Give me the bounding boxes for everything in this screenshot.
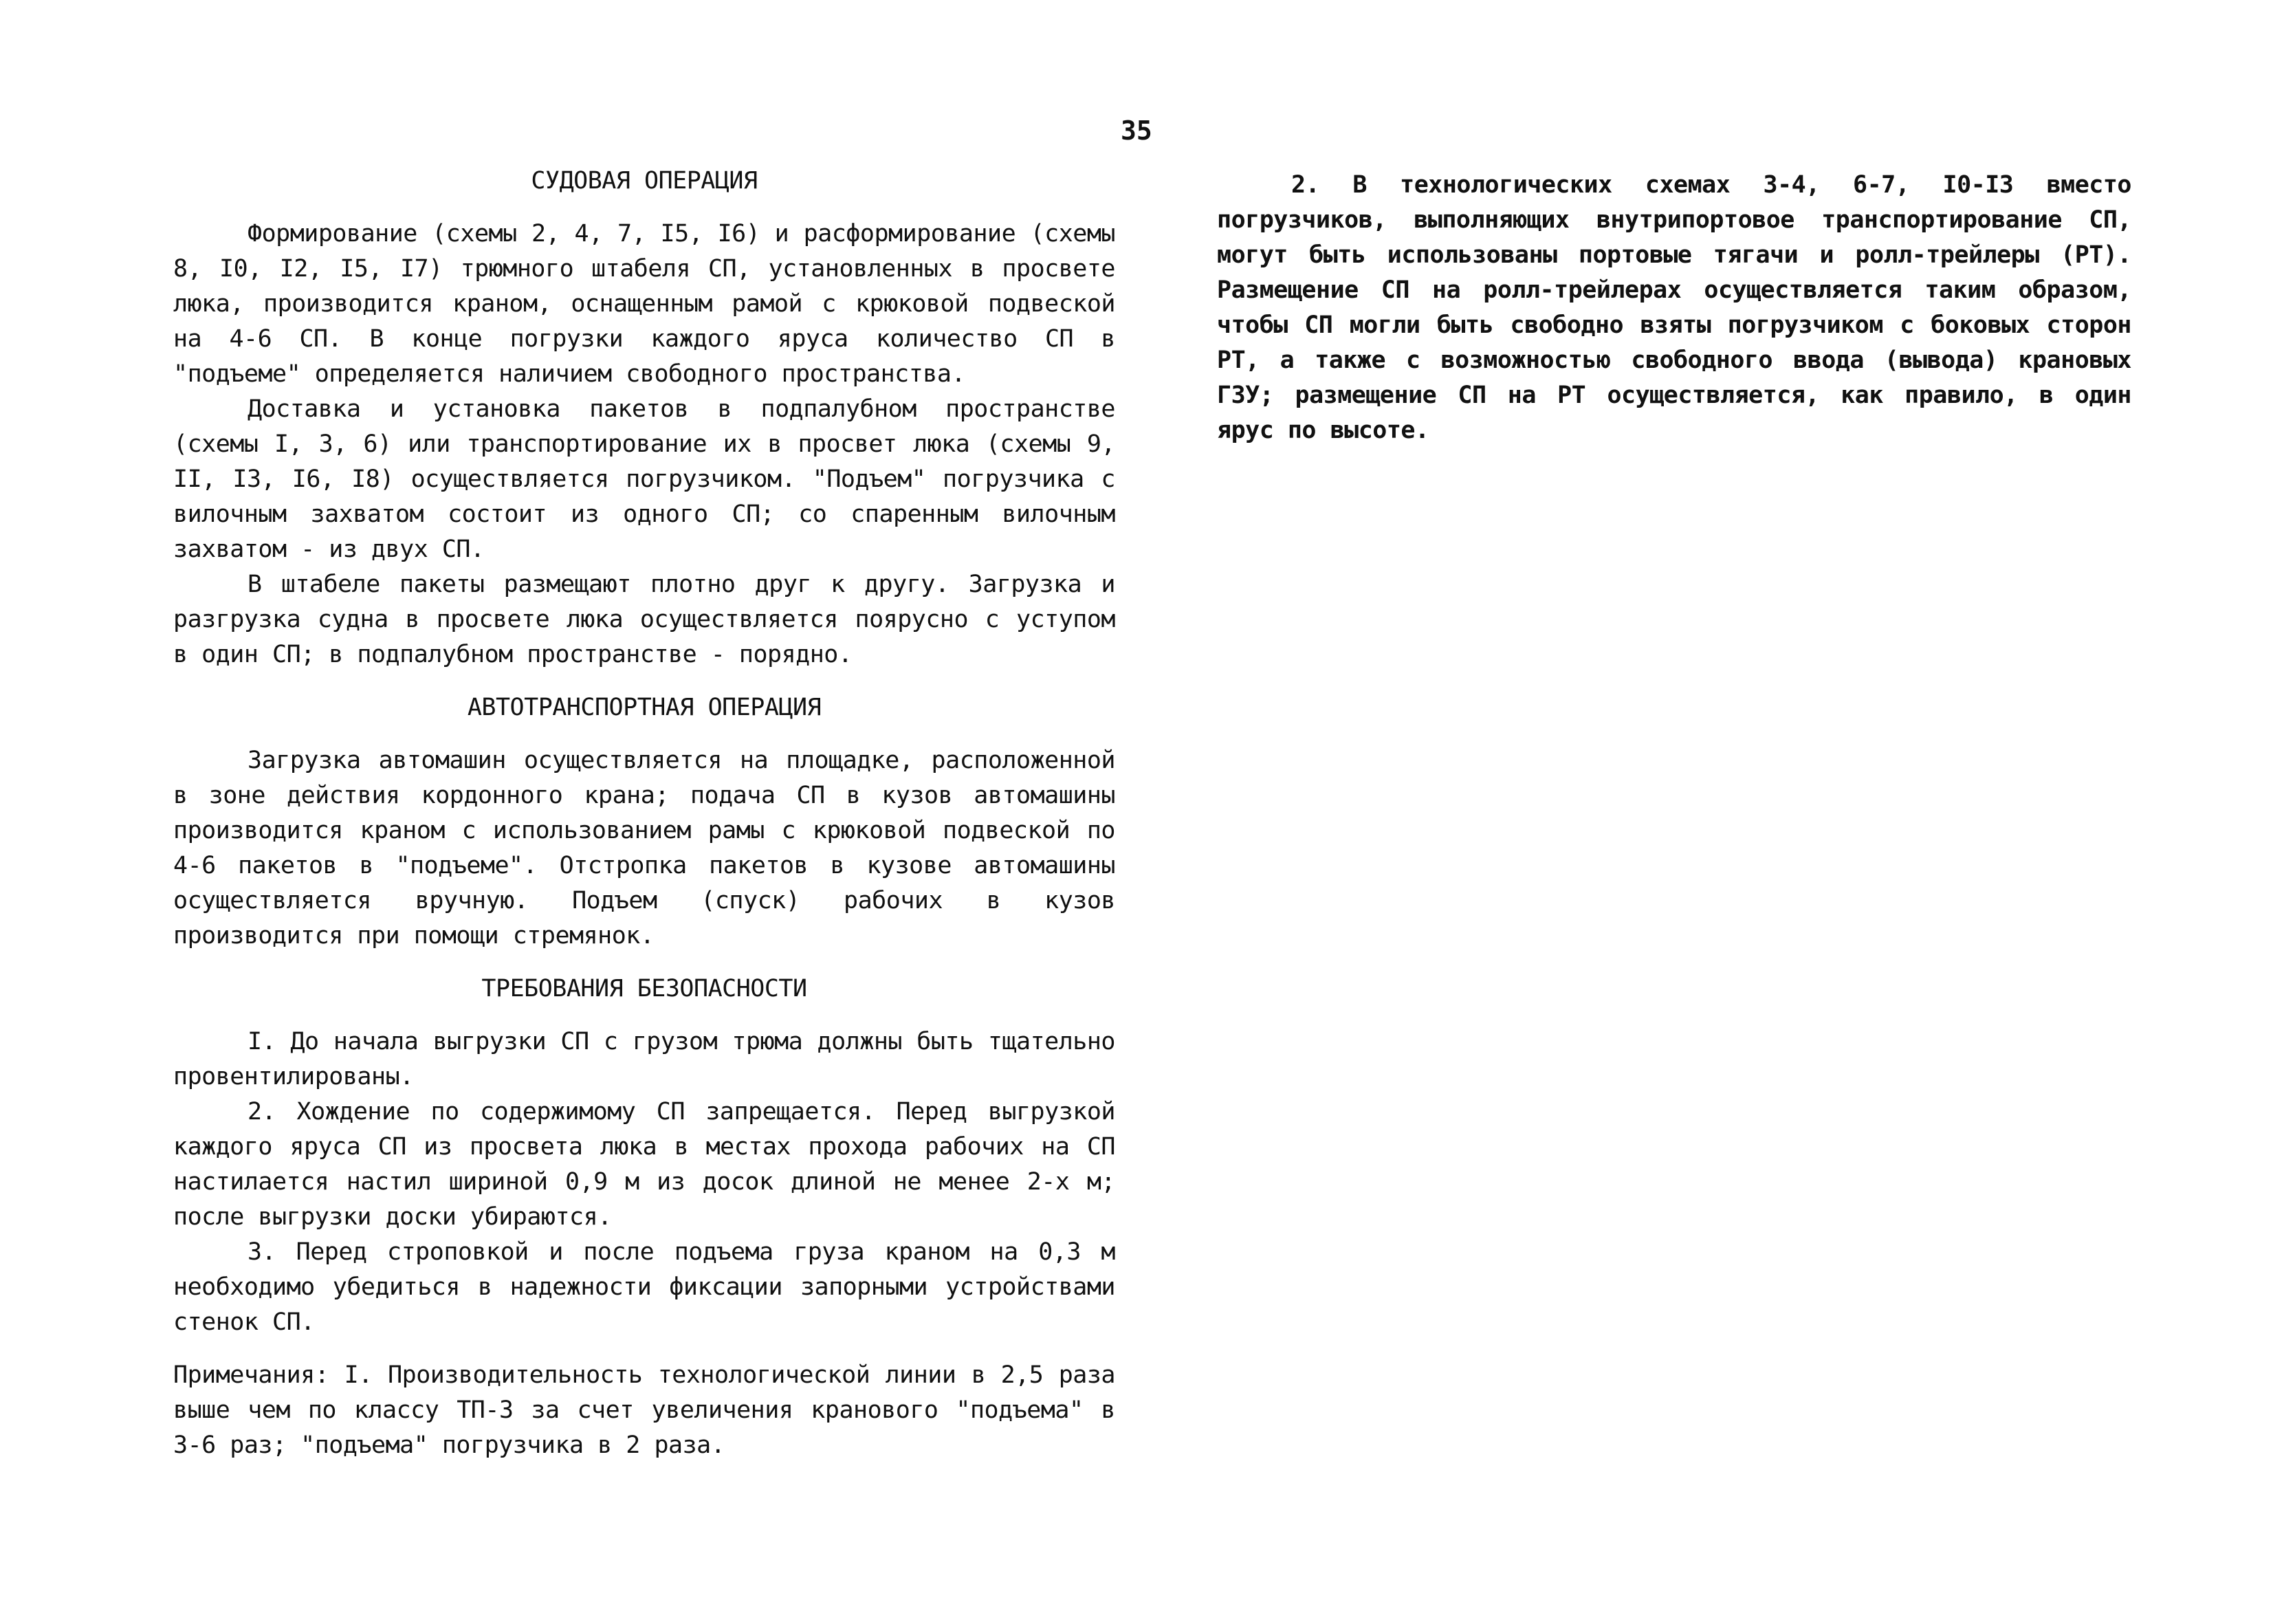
paragraph: 3. Перед строповкой и после подъема груза краном на 0,3 м необходимо убедиться в надежности фиксации запорными устройствами стенок СП. xyxy=(173,1238,1115,1336)
paragraph: Загрузка автомашин осуществляется на площадке, расположенной в зоне действия кордонного крана; подача СП в кузов автомашины производится краном с использованием рамы с крюковой подвеской по 4-6 пакетов в "подъеме". Отстропка пакетов в кузове автомашины осуществляется вручную. Подъем (спуск) рабочих в кузов производится при помощи стремянок. xyxy=(173,747,1115,950)
paragraph: Формирование (схемы 2, 4, 7, I5, I6) и расформирование (схемы 8, I0, I2, I5, I7) трюмного штабеля СП, установленных в просвете люка, производится краном, оснащенным рамой с крюковой подвеской на 4-6 СП. В конце погрузки каждого яруса количество СП в "подъеме" определяется наличием свободного пространства. xyxy=(173,220,1115,388)
notes-paragraph: Примечания: I. Производительность технологической линии в 2,5 раза выше чем по классу ТП-3 за счет увеличения кранового "подъема" в 3-6 раз; "подъема" погрузчика в 2 раза. xyxy=(173,1361,1115,1459)
paragraph: Доставка и установка пакетов в подпалубном пространстве (схемы I, 3, 6) или транспортирование их в просвет люка (схемы 9, II, I3, I6, I8) осуществляется погрузчиком. "Подъем" погрузчика с вилочным захватом состоит из одного СП; со спаренным вилочным захватом - из двух СП. xyxy=(173,395,1115,563)
section-ship-operation xyxy=(173,164,1115,672)
section-safety-requirements xyxy=(173,972,1115,1340)
section-heading: АВТОТРАНСПОРТНАЯ ОПЕРАЦИЯ xyxy=(467,694,822,721)
section-heading: ТРЕБОВАНИЯ БЕЗОПАСНОСТИ xyxy=(481,975,807,1002)
paragraph: 2. Хождение по содержимому СП запрещается. Перед выгрузкой каждого яруса СП из просвета люка в местах прохода рабочих на СП настилается настил шириной 0,9 м из досок длиной не менее 2-х м; после выгрузки доски убираются. xyxy=(173,1098,1115,1231)
page-number: 35 xyxy=(1121,116,1152,146)
paragraph: В штабеле пакеты размещают плотно друг к другу. Загрузка и разгрузка судна в просвете люка осуществляется поярусно с уступом в один СП; в подпалубном пространстве - порядно. xyxy=(173,571,1115,668)
paragraph: 2. В технологических схемах 3-4, 6-7, I0-I3 вместо погрузчиков, выполняющих внутрипортовое транспортирование СП, могут быть использованы портовые тягачи и ролл-трейлеры (РТ). Размещение СП на ролл-трейлерах осуществляется таким образом, чтобы СП могли быть свободно взяты погрузчиком с боковых сторон РТ, а также с возможностью свободного ввода (вывода) крановых ГЗУ; размещение СП на РТ осуществляется, как правило, в один ярус по высоте. xyxy=(1217,171,2131,444)
paragraph: I. До начала выгрузки СП с грузом трюма должны быть тщательно провентилированы. xyxy=(173,1028,1115,1090)
left-column xyxy=(173,164,1115,1463)
right-column xyxy=(1217,168,2131,448)
section-auto-transport-operation xyxy=(173,690,1115,954)
section-heading: СУДОВАЯ ОПЕРАЦИЯ xyxy=(531,167,758,195)
